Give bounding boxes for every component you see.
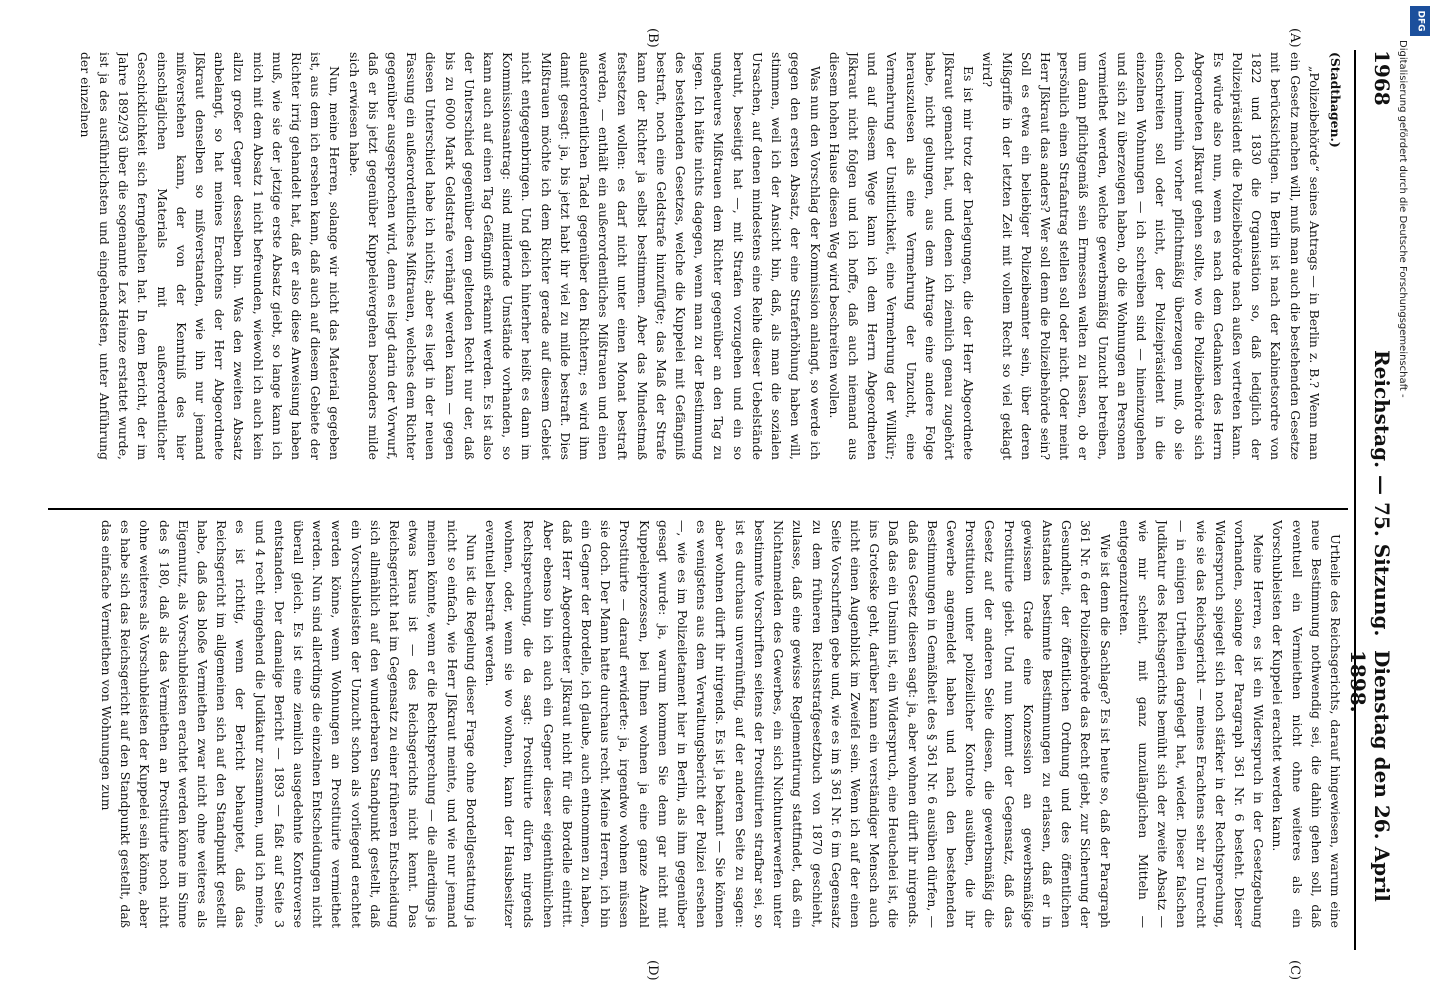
paragraph: Nun, meine Herren, solange wir nicht das Material gegeben ist, aus dem ich ersehen kann, daß auch auf diesem Gebiete der Richter irrig gehandelt hat, daß er also diese Anweisung haben muß, wie sie der jetzige erste Absatz giebt, so lange kann ich mich mit dem Absatz 1 nicht befreunden, wiewohl ich auch kein allzu großer Gegner desselben bin. Was den zweiten Absatz anbelangt, so hat meines Erachtens der Herr Abgeordnete Jßkraut denselben so mißverstanden, wie ihn nur jemand mißverstehen kann, der von der Kenntniß des hier einschläglichen Materials mit außerordentlicher Geschicklichkeit sich ferngehalten hat. In dem Bericht, der im Jahre 1892/93 über die sogenannte Lex Heinze erstattet wurde, ist ja des ausführlichsten und eingehendsten, unter Anführung der einzelnen [77,52,343,460]
margin-letter-b: (B) [645,28,660,48]
margin-letter-d: (D) [645,960,660,981]
page-number: 1968 [1370,50,1394,106]
session-date: Dienstag den 26. April 1898. [1346,650,1394,902]
right-column [50,520,1345,928]
paragraph: Urtheile des Reichsgerichts, darauf hingewiesen, warum eine neue Bestimmung nothwendig sei, die dahin gehen soll, daß eventuell ein Vermiethen nicht ohne weiteres als ein Vorschubleisten der Kuppelei erachtet werden kann. [1270,520,1343,928]
paragraph: Was nun den Vorschlag der Kommission anlangt, so werde ich gegen den ersten Absatz, der eine Straferhöhung haben will, stimmen, weil ich der Ansicht bin, daß, als man die sozialen Ursachen, auf denen mindestens eine Reihe dieser Uebelstände beruht, beseitigt hat —, mit Strafen vorzugehen und ein so ungeheures Mißtrauen dem Richter gegenüber an den Tag zu legen. Ich hätte nichts dagegen, wenn man zu der Bestimmung des bestehenden Gesetzes, welche die Kuppelei mit Gefängniß bestraft, noch eine Geldstrafe hinzufügte; das Maß der Strafe kann der Richter ja selbst bestimmen. Aber das Mindestmaß festsetzen wollen: es darf nicht unter einen Monat bestraft werden, — enthält ein außerordentliches Mißtrauen und einen außerordentlichen Tadel gegenüber den Richtern; es wird ihm damit gesagt: ja, bis jetzt habt ihr viel zu milde bestraft. Dies Mißtrauen möchte ich dem Richter gerade auf diesem Gebiet nicht entgegenbringen. Und gleich hinterher heißt es dann im Kommissionsantrag: sind mildernde Umstände vorhanden, so kann auch auf einen Tag Gefängniß erkannt werden. Es ist also der Unterschied gegenüber dem geltenden Recht nur der, daß bis zu 6000 Mark Geldstrafe verhängt werden kann — gegen diesen Unterschied habe ich nichts; aber es liegt in der neuen Fassung ein außerordentliches Mißtrauen, welches dem Richter gegenüber ausgesprochen wird, denn es liegt darin der Vorwurf, daß er bis jetzt gegenüber Kuppeleivergehen besonders milde sich erwiesen habe. [346,52,823,460]
paragraph: Nun ist die Regelung dieser Frage ohne Bordellgestattung ja nicht so einfach, wie Herr Jßkraut meinte, und wie nur jemand meinen könnte, wenn er die Rechtsprechung — die allerdings ja etwas kraus ist — des Reichsgerichts nicht kennt. Das Reichsgericht hat im Gegensatz zu einer früheren Entscheidung sich allmählich auf den wunderbaren Standpunkt gestellt, daß ein Vorschubleisten der Unzucht schon als vorliegend erachtet werden könne, wenn Wohnungen an Prostituirte vermiethet werden. Nun sind allerdings die einzelnen Entscheidungen nicht überall gleich. Es ist eine ziemlich ausgedehnte Kontroverse entstanden. Der damalige Bericht — 1893 — faßt auf Seite 3 und 4 recht eingehend die Judikatur zusammen, und ich meine, es ist richtig, wenn der Bericht behauptet, daß das Reichsgericht im allgemeinen sich auf den Standpunkt gestellt habe, daß das bloße Vermiethen zwar nicht ohne weiteres als Eigennutz, als Vorschubleisten erachtet werden könne im Sinne des § 180, daß als das Vermiethen an Prostituirte noch nicht ohne weiteres als Vorschubleisten der Kuppelei sein könne, aber es habe sich das Reichsgericht auf den Standpunkt gestellt, daß das einfache Vermiethen von Wohnungen zum [99,520,479,928]
paragraph: Es ist mir trotz der Darlegungen, die der Herr Abgeordnete Jßkraut gemacht hat, und denen ich ziemlich genau zugehört habe, nicht gelungen, aus dem Antrage eine andere Folge herauszulesen als eine Vermehrung der Unzucht, eine Vermehrung der Unsittlichkeit, eine Vermehrung der Willkür; und auf diesem Wege kann ich dem Herrn Abgeordneten Jßkraut nicht folgen und ich hoffe, daß auch niemand aus diesem hohen Hause diesen Weg wird beschreiten wollen. [826,52,977,460]
newspaper-page [40,0,1420,1000]
margin-letter-c: (C) [1287,960,1302,981]
paragraph: „Polizeibehörde“ seines Antrags — in Berlin z. B.? Wenn man ein Gesetz machen will, muß man auch die bestehenden Gesetze mit berücksichtigen. In Berlin ist nach der Kabinetsordre von 1822 und 1830 die Organisation so, daß lediglich der Polizeipräsident die Polizeibehörde nach außen vertreten kann. Es würde also nun, wenn es nach dem Gedanken des Herrn Abgeordneten Jßkraut gehen sollte, wo die Polizeibehörde sich doch immerhin vorher pflichtmäßig überzeugen muß, ob sie einschreiten soll oder nicht, der Polizeipräsident in die einzelnen Wohnungen — ich schreiben sind — hineinzugehen und sich zu überzeugen haben, ob die Wohnungen an Personen vermiethet werden, welche gewerbsmäßig Unzucht betreiben, um dann pflichtgemäß sein Ermessen walten zu lassen, ob er persönlich einen Strafantrag stellen soll oder nicht. Oder meint Herr Jßkraut das anders? Wer soll denn die Polizeibehörde sein? Soll es etwa ein beliebiger Polizeibeamter sein, über deren Mißgriffe in der letzten Zeit mit vollem Recht so viel geklagt wird? [980,52,1322,460]
paragraph: Wie ist denn die Sachlage? Es ist heute so, daß der Paragraph 361 Nr. 6 der Polizeibehörde das Recht giebt, zur Sicherung der Gesundheit, der öffentlichen Ordnung und des öffentlichen Anstandes bestimmte Bestimmungen zu erlassen, daß er in gewissem Grade eine Konzession an gewerbsmäßige Prostituirte giebt. Und nun kommt der Gegensatz, daß das Gesetz auf der anderen Seite diesen, die gewerbsmäßig die Prostitution unter polizeilicher Kontrole ausüben, die ihr Gewerbe angemeldet haben und nach den bestehenden Bestimmungen in Gemäßheit des § 361 Nr. 6 ausüben dürfen, — daß das Gesetz diesen sagt: ja, aber wohnen dürft ihr nirgends. Daß das ein Unsinn ist, ein Widerspruch, eine Heuchelei ist, die ins Groteske geht, darüber kann ein verständiger Mensch auch nicht einen Augenblick im Zweifel sein. Wenn ich auf der einen Seite Vorschriften gebe und, wie es im § 361 Nr. 6 im Gegensatz zu dem früheren Reichsstrafgesetzbuch von 1870 geschieht, zulasse, daß eine gewisse Reglementirung stattfindet, daß ein Nichtanmelden des Gewerbes, ein sich Nichtunterwerfen unter bestimmte Vorschriften seitens der Prostituirten strafbar sei, so ist es durchaus unvernünftig, auf der anderen Seite zu sagen: aber wohnen dürft ihr nirgends. Es ist ja bekannt — Sie können es wenigstens aus dem Verwaltungsbericht der Polizei ersehen —, wie es im Polizeiletament hier in Berlin, als ihm gegenüber gesagt wurde: ja, warum kommen Sie denn gar nicht mit Kuppeleiprozessen, bei Ihnen wohnen ja eine ganze Anzahl Prostituirte — darauf erwiderte: ja, irgendwo wohnen müssen sie doch. Der Mann hatte durchaus recht. Meine Herren, ich bin ein Gegner der Bordelle, ich glaube, auch entnommen zu haben, daß Herr Abgeordneter Jßkraut nicht für die Bordelle eintritt. Aber ebenso bin ich auch ein Gegner dieser eigenthümlichen Rechtsprechung, die da sagt: Prostituirte dürfen nirgends wohnen, oder, wenn sie wo wohnen, kann der Hausbesitzer eventuell bestraft werden. [483,520,1113,928]
margin-letter-a: (A) [1287,28,1302,48]
session-title: Reichstag. — 75. Sitzung. [1370,350,1394,637]
paragraph: Meine Herren, es ist ein Widerspruch in der Gesetzgebung vorhanden, solange der Paragraph 361 Nr. 6 besteht. Dieser Widerspruch spiegelt sich noch stärker in der Rechtsprechung, wie sie das Reichsgericht — meines Erachtens sehr zu Unrecht — in einigen Urtheilen dargelegt hat, wieder. Dieser falschen Judikatur des Reichsgerichts bemüht sich der zweite Absatz — wie mir scheint, mit ganz unzulänglichen Mitteln — entgegenzutreten. [1116,520,1267,928]
left-column [50,52,1345,460]
column-divider [48,508,1348,510]
digitization-credit: Digitalisierung gefördert durch die Deutsche Forschungsgemeinschaft - [1397,40,1408,398]
dfg-logo: DFG [1410,6,1430,36]
speaker-name: (Stadthagen.) [1328,52,1343,148]
